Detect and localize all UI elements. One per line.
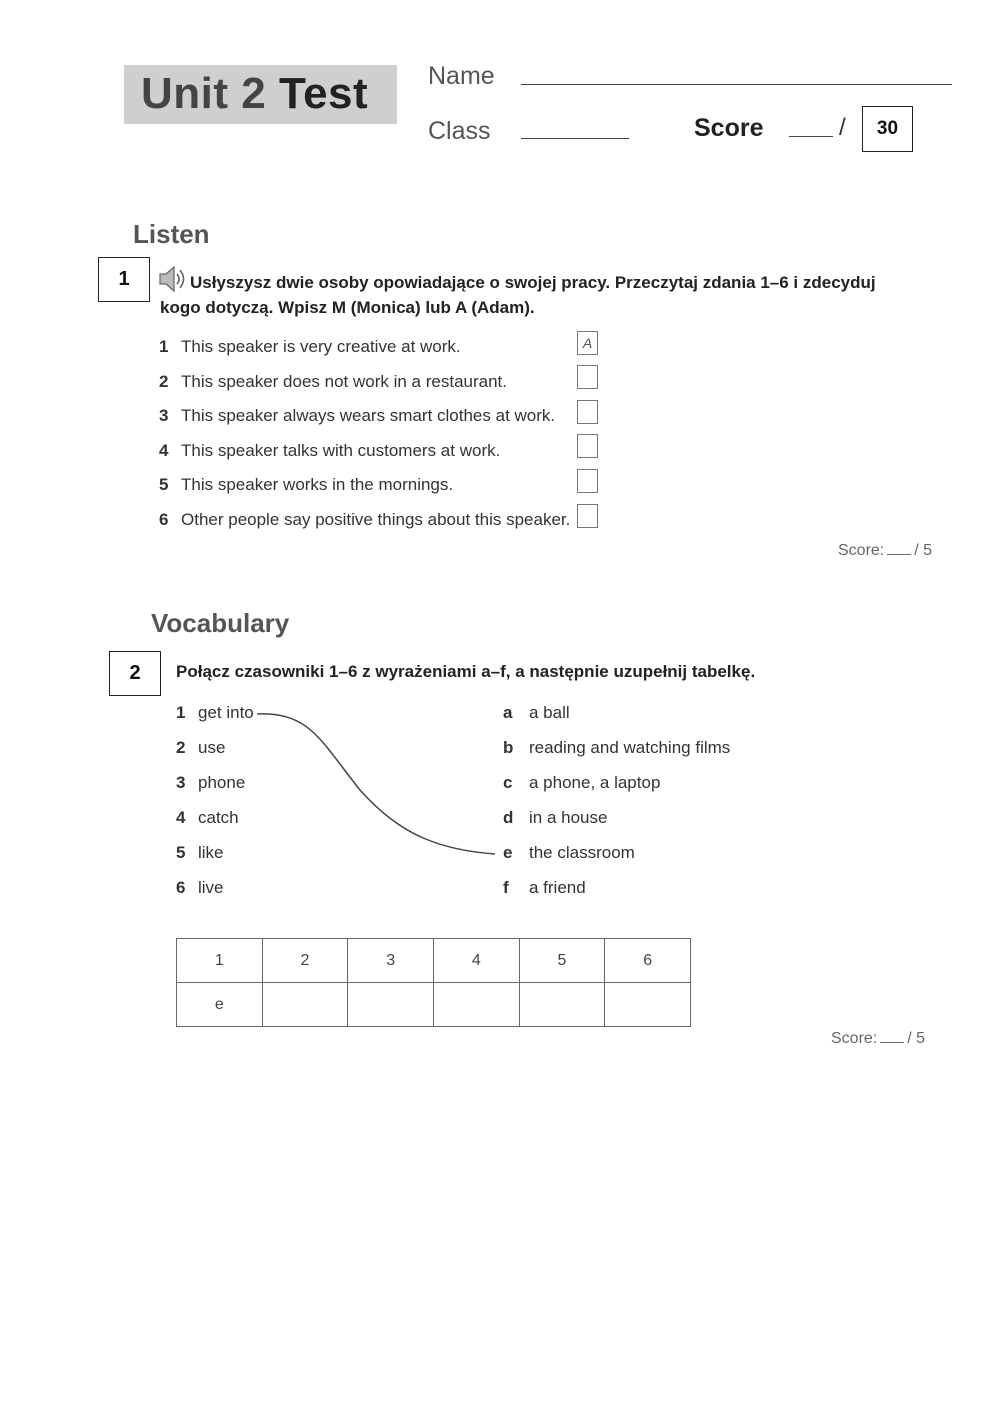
list-item: b reading and watching films: [503, 738, 731, 757]
list-item: 6 live: [176, 878, 224, 897]
list-item: 1 get into: [176, 703, 254, 722]
listen-section-title: Listen: [133, 219, 210, 249]
list-item: 2 use: [176, 738, 226, 757]
list-item: e the classroom: [503, 843, 635, 862]
list-item: 3 This speaker always wears smart clothes at work.: [159, 406, 556, 426]
vocabulary-score: Score: / 5: [831, 1030, 926, 1047]
table-header-cell: 3: [348, 939, 434, 983]
list-item: d in a house: [503, 808, 608, 827]
table-header-cell: 5: [519, 939, 605, 983]
list-item: 3 phone: [176, 773, 246, 792]
list-item: a a ball: [503, 703, 570, 722]
table-header-cell: 6: [605, 939, 691, 983]
listen-score: Score: / 5: [838, 542, 933, 559]
table-header-row: [177, 939, 691, 983]
title-test: Test: [278, 69, 369, 118]
exercise-1-instruction: Usłyszysz dwie osoby opowiadające o swojej pracy. Przeczytaj zdania 1–6 i zdecyduj kogo dotyczą. Wpisz M (Monica) lub A (Adam).: [160, 273, 876, 317]
name-label: Name: [428, 62, 495, 90]
score-slash: /: [839, 114, 846, 141]
table-header-cell: 1: [177, 939, 263, 983]
list-item: 6 Other people say positive things about this speaker.: [159, 509, 571, 529]
exercise-2-number: 2: [129, 662, 141, 684]
table-header-cell: 4: [433, 939, 519, 983]
title-unit: Unit 2: [141, 69, 267, 118]
table-header-cell: 2: [262, 939, 348, 983]
list-item: 1 This speaker is very creative at work.: [159, 337, 461, 356]
list-item: 5 This speaker works in the mornings.: [159, 475, 454, 495]
list-item: c a phone, a laptop: [503, 773, 661, 792]
vocabulary-section-title: Vocabulary: [151, 608, 290, 638]
table-answer-cell[interactable]: [605, 983, 691, 1027]
class-label: Class: [428, 117, 491, 145]
score-total: 30: [876, 118, 899, 139]
table-answer-cell[interactable]: [262, 983, 348, 1027]
exercise-1-number: 1: [118, 268, 130, 290]
list-item: 2 This speaker does not work in a restaurant.: [159, 371, 507, 391]
table-answer-cell[interactable]: [348, 983, 434, 1027]
list-item: 4 catch: [176, 808, 239, 827]
list-item: 4 This speaker talks with customers at work.: [159, 440, 501, 460]
exercise-2-instruction: Połącz czasowniki 1–6 z wyrażeniami a–f, a następnie uzupełnij tabelkę.: [176, 662, 756, 681]
vocabulary-score-field[interactable]: [880, 1030, 904, 1043]
answer-box-1[interactable]: A: [577, 331, 598, 355]
table-answer-cell[interactable]: e: [177, 983, 263, 1027]
example-match-line: [257, 714, 495, 854]
list-item: f a friend: [503, 878, 586, 897]
answer-table: [176, 938, 691, 1027]
list-item: 5 like: [176, 843, 224, 862]
score-label: Score: [694, 114, 764, 142]
table-answer-cell[interactable]: [433, 983, 519, 1027]
table-answer-row: [177, 983, 691, 1027]
table-answer-cell[interactable]: [519, 983, 605, 1027]
